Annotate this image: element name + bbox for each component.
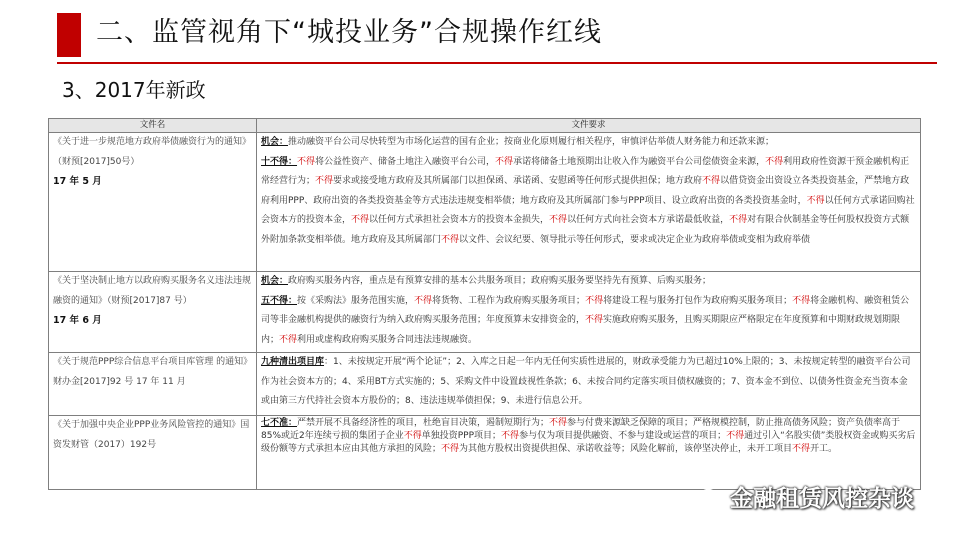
prohibition-keyword: 不得 xyxy=(726,431,745,441)
table-header-row xyxy=(49,119,921,133)
requirement-text: 利用或虚构政府购买服务合同违法违规融资。 xyxy=(297,334,478,345)
requirement-text: 将金融机构、融资租赁公司等非金融机构提供的融资行为纳入政府购买服务范围；年度预算未安排资金的， xyxy=(261,295,910,325)
requirement-text: 参与付费来源缺乏保障的项目；严格规模控制，防止推高债务风险；资产负债率高于85%或近2年连续亏损的集团子企业 xyxy=(261,418,901,441)
prohibition-keyword: 不得 xyxy=(414,295,433,306)
prohibition-keyword: 不得 xyxy=(403,431,422,441)
title-accent-bar xyxy=(57,13,81,57)
requirement-text: 将货物、工程作为政府购买服务项目； xyxy=(432,295,586,306)
requirement-text: 参与仅为项目提供融资、不参与建设或运营的项目； xyxy=(519,431,727,441)
table-row xyxy=(49,353,921,416)
requirement-text: 开工。 xyxy=(810,444,838,454)
requirement-label: 五不得： xyxy=(261,295,298,306)
table-row xyxy=(49,272,921,353)
table-row xyxy=(49,416,921,490)
requirement-text: 对有限合伙制基金等任何股权投资方式额外附加条款变相举债。地方政府及其所属部门 xyxy=(261,215,910,245)
prohibition-keyword: 不得 xyxy=(729,215,748,225)
prohibition-keyword: 不得 xyxy=(315,176,334,186)
requirements-cell xyxy=(257,416,921,490)
requirement-text: 为其他方股权出资提供担保、承诺收益等；风险化解前，该停坚决停止，未开工项目 xyxy=(459,444,793,454)
doc-name: 《关于坚决制止地方以政府购买服务名义违法违规融资的通知》（财预[2017]87 号） xyxy=(53,276,252,306)
watermark xyxy=(700,480,914,513)
doc-cell xyxy=(49,272,257,353)
prohibition-keyword: 不得 xyxy=(501,431,520,441)
prohibition-keyword: 不得 xyxy=(792,295,811,306)
requirement-text: ：1、未按规定开展“两个论证”；2、入库之日起一年内无任何实质性进展的，财政承受能力为已超过10%上限的；3、未按规定转型的融资平台公司作为社会资本方的；4、采用BT方式实施的；5、采购文件中设置歧视性条款；6、未按合同约定落实项目债权融资的；7、资本金不到位、以债务性资金充当资本金或由第三方代持社会资本方股份的；8、违法违规举债担保；9、未进行信息公开。 xyxy=(261,357,911,406)
requirement-text: 严禁开展不具备经济性的项目，杜绝盲目决策，遏制短期行为； xyxy=(297,418,550,428)
watermark-text: 金融租赁风控杂谈 xyxy=(730,486,914,512)
requirement-text: 政府购买服务内容，重点是有预算安排的基本公共服务项目；政府购买服务要坚持先有预算、后购买服务； xyxy=(288,276,712,286)
prohibition-keyword: 不得 xyxy=(585,315,604,325)
requirement-text: 以文件、会议纪要、领导批示等任何形式，要求或决定企业为政府举债或变相为政府举债 xyxy=(459,234,811,245)
prohibition-keyword: 不得 xyxy=(765,156,784,167)
requirement-text: 通过引入“名股实债”类股权资金或购买劣后级份额等方式承担本应由其他方承担的风险； xyxy=(261,431,916,454)
prohibition-keyword: 不得 xyxy=(279,334,298,345)
doc-name: 《关于进一步规范地方政府举债融资行为的通知》（财预[2017]50号） xyxy=(53,137,252,167)
doc-name: 《关于规范PPP综合信息平台项目库管理 的通知》财办金[2017]92 号 17 年 11 月 xyxy=(53,357,248,387)
requirement-text: 以任何方式承诺回购社会资本方的投资本金， xyxy=(261,195,915,225)
policy-table xyxy=(48,118,921,490)
requirement-label: 七不准： xyxy=(261,418,298,428)
requirement-text: 以任何方式承担社会资本方的投资本金损失， xyxy=(369,215,550,225)
prohibition-keyword: 不得 xyxy=(549,215,568,225)
requirement-text: 将建设工程与服务打包作为政府购买服务项目； xyxy=(603,295,793,306)
section-subtitle: 3、2017年新政 xyxy=(62,78,206,102)
prohibition-keyword: 不得 xyxy=(702,176,721,186)
prohibition-keyword: 不得 xyxy=(441,444,460,454)
requirement-text: 利用政府性资源干预金融机构正常经营行为； xyxy=(261,156,910,186)
wechat-icon xyxy=(700,486,722,508)
column-header-requirements: 文件要求 xyxy=(257,119,921,133)
doc-date: 17 年 6 月 xyxy=(53,315,102,326)
requirements-cell xyxy=(257,133,921,272)
requirement-text: 按《采购法》服务范围实施， xyxy=(297,295,415,306)
requirement-text: 要求或接受地方政府及其所属部门以担保函、承诺函、安慰函等任何形式提供担保；地方政府 xyxy=(333,176,703,186)
table-row xyxy=(49,133,921,272)
requirements-cell xyxy=(257,272,921,353)
requirement-label: 机会： xyxy=(261,137,289,147)
requirement-label: 九种清出项目库 xyxy=(261,357,325,367)
requirement-text: 实施政府购买服务，且购买期限应严格限定在年度预算和中期财政规划期限内； xyxy=(261,315,901,345)
doc-cell xyxy=(49,416,257,490)
requirement-text: 以任何方式向社会资本方承诺最低收益， xyxy=(567,215,730,225)
requirement-text: 将公益性资产、储备土地注入融资平台公司， xyxy=(315,156,496,167)
doc-date: 17 年 5 月 xyxy=(53,176,102,187)
requirement-text: 推动融资平台公司尽快转型为市场化运营的国有企业；按商业化原则履行相关程序，审慎评估举债人财务能力和还款来源； xyxy=(288,137,775,147)
title-divider xyxy=(57,62,937,64)
requirement-text: 以借贷资金出资设立各类投资基金，严禁地方政府利用PPP、政府出资的各类投资基金等方式违法违规变相举债；地方政府及其所属部门参与PPP项目、设立政府出资的各类投资基金时， xyxy=(261,176,910,206)
prohibition-keyword: 不得 xyxy=(495,156,514,167)
requirement-label: 机会： xyxy=(261,276,289,286)
requirements-cell xyxy=(257,353,921,416)
doc-cell xyxy=(49,133,257,272)
prohibition-keyword: 不得 xyxy=(549,418,568,428)
page-title: 二、监管视角下“城投业务”合规操作红线 xyxy=(96,17,602,48)
requirement-label: 十不得： xyxy=(261,156,298,167)
prohibition-keyword: 不得 xyxy=(792,444,811,454)
requirement-text: 单独投资PPP项目； xyxy=(421,431,502,441)
prohibition-keyword: 不得 xyxy=(297,156,316,167)
doc-cell xyxy=(49,353,257,416)
doc-name: 《关于加强中央企业PPP业务风险管控的通知》国资发财管（2017）192号 xyxy=(53,420,250,450)
requirement-text: 承诺将储备土地预期出让收入作为融资平台公司偿债资金来源， xyxy=(513,156,766,167)
prohibition-keyword: 不得 xyxy=(441,234,460,245)
prohibition-keyword: 不得 xyxy=(806,195,825,206)
column-header-doc: 文件名 xyxy=(49,119,257,133)
prohibition-keyword: 不得 xyxy=(585,295,604,306)
prohibition-keyword: 不得 xyxy=(351,215,370,225)
